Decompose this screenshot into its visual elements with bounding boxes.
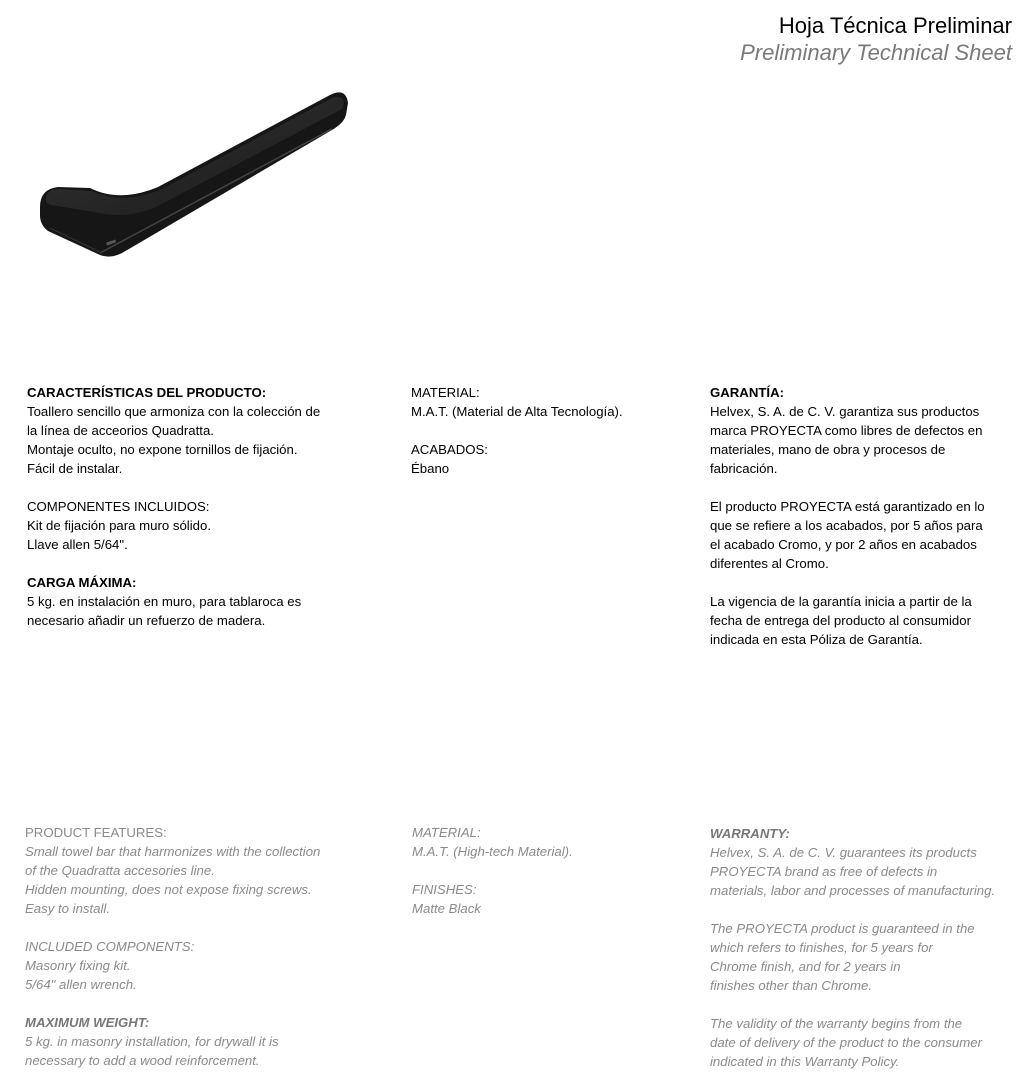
en-warranty-line: Helvex, S. A. de C. V. guarantees its products [710, 845, 977, 860]
en-warranty-column [710, 824, 1015, 1071]
en-warranty-line: PROYECTA brand as free of defects in [710, 864, 938, 879]
en-material-column [412, 823, 672, 918]
en-warranty-line: finishes other than Chrome. [710, 978, 872, 993]
es-maxload-heading: CARGA MÁXIMA: [27, 575, 137, 590]
es-warranty-line: diferentes al Cromo. [710, 556, 829, 571]
es-warranty-line: que se refiere a los acabados, por 5 años para [710, 518, 983, 533]
document-title [740, 12, 1012, 66]
es-maxload-line: necesario añadir un refuerzo de madera. [27, 613, 266, 628]
en-maxload-line: 5 kg. in masonry installation, for drywall it is [25, 1034, 279, 1049]
en-features-line: of the Quadratta accesories line. [25, 863, 215, 878]
es-warranty-line: indicada en esta Póliza de Garantía. [710, 632, 923, 647]
towel-bar-icon [30, 85, 360, 270]
es-warranty-line: La vigencia de la garantía inicia a partir de la [710, 594, 972, 609]
en-warranty-line: The PROYECTA product is guaranteed in the [710, 921, 975, 936]
es-finishes-heading: ACABADOS: [411, 442, 488, 457]
title-english: Preliminary Technical Sheet [740, 40, 1012, 65]
es-warranty-line: fecha de entrega del producto al consumidor [710, 613, 971, 628]
en-warranty-line: materials, labor and processes of manufacturing. [710, 883, 996, 898]
en-features-line: Small towel bar that harmonizes with the collection [25, 844, 321, 859]
en-warranty-line: indicated in this Warranty Policy. [710, 1054, 900, 1069]
en-components-line: Masonry fixing kit. [25, 958, 131, 973]
es-material-heading: MATERIAL: [411, 385, 480, 400]
en-warranty-line: which refers to finishes, for 5 years for [710, 940, 933, 955]
es-material-column [411, 383, 671, 478]
es-features-heading: CARACTERÍSTICAS DEL PRODUCTO: [27, 385, 267, 400]
en-features-heading: PRODUCT FEATURES: [25, 825, 167, 840]
es-warranty-line: materiales, mano de obra y procesos de [710, 442, 946, 457]
en-features-line: Easy to install. [25, 901, 111, 916]
en-finishes-heading: FINISHES: [412, 882, 477, 897]
en-finishes-value: Matte Black [412, 901, 481, 916]
en-features-line: Hidden mounting, does not expose fixing screws. [25, 882, 312, 897]
es-features-line: Fácil de instalar. [27, 461, 123, 476]
title-spanish: Hoja Técnica Preliminar [778, 13, 1012, 38]
en-components-heading: INCLUDED COMPONENTS: [25, 939, 195, 954]
en-warranty-line: date of delivery of the product to the consumer [710, 1035, 982, 1050]
es-features-column [27, 383, 367, 630]
es-components-line: Llave allen 5/64". [27, 537, 128, 552]
es-maxload-line: 5 kg. en instalación en muro, para tablaroca es [27, 594, 302, 609]
es-finishes-value: Ébano [411, 461, 450, 476]
es-features-line: Montaje oculto, no expone tornillos de fijación. [27, 442, 298, 457]
es-features-line: la línea de acceorios Quadratta. [27, 423, 214, 438]
en-maxload-line: necessary to add a wood reinforcement. [25, 1053, 260, 1068]
es-components-heading: COMPONENTES INCLUIDOS: [27, 499, 210, 514]
es-components-line: Kit de fijación para muro sólido. [27, 518, 211, 533]
es-warranty-line: marca PROYECTA como libres de defectos en [710, 423, 983, 438]
en-components-line: 5/64" allen wrench. [25, 977, 137, 992]
es-warranty-line: el acabado Cromo, y por 2 años en acabados [710, 537, 977, 552]
en-material-heading: MATERIAL: [412, 825, 481, 840]
en-features-column [25, 823, 365, 1070]
es-warranty-line: Helvex, S. A. de C. V. garantiza sus productos [710, 404, 980, 419]
en-maxload-heading: MAXIMUM WEIGHT: [25, 1015, 150, 1030]
es-features-line: Toallero sencillo que armoniza con la colección de [27, 404, 321, 419]
es-warranty-line: fabricación. [710, 461, 778, 476]
en-warranty-heading: WARRANTY: [710, 826, 790, 841]
es-warranty-heading: GARANTÍA: [710, 385, 784, 400]
en-warranty-line: Chrome finish, and for 2 years in [710, 959, 901, 974]
es-warranty-column [710, 383, 1010, 649]
en-warranty-line: The validity of the warranty begins from the [710, 1016, 963, 1031]
en-material-value: M.A.T. (High-tech Material). [412, 844, 573, 859]
es-warranty-line: El producto PROYECTA está garantizado en lo [710, 499, 985, 514]
es-material-value: M.A.T. (Material de Alta Tecnología). [411, 404, 623, 419]
